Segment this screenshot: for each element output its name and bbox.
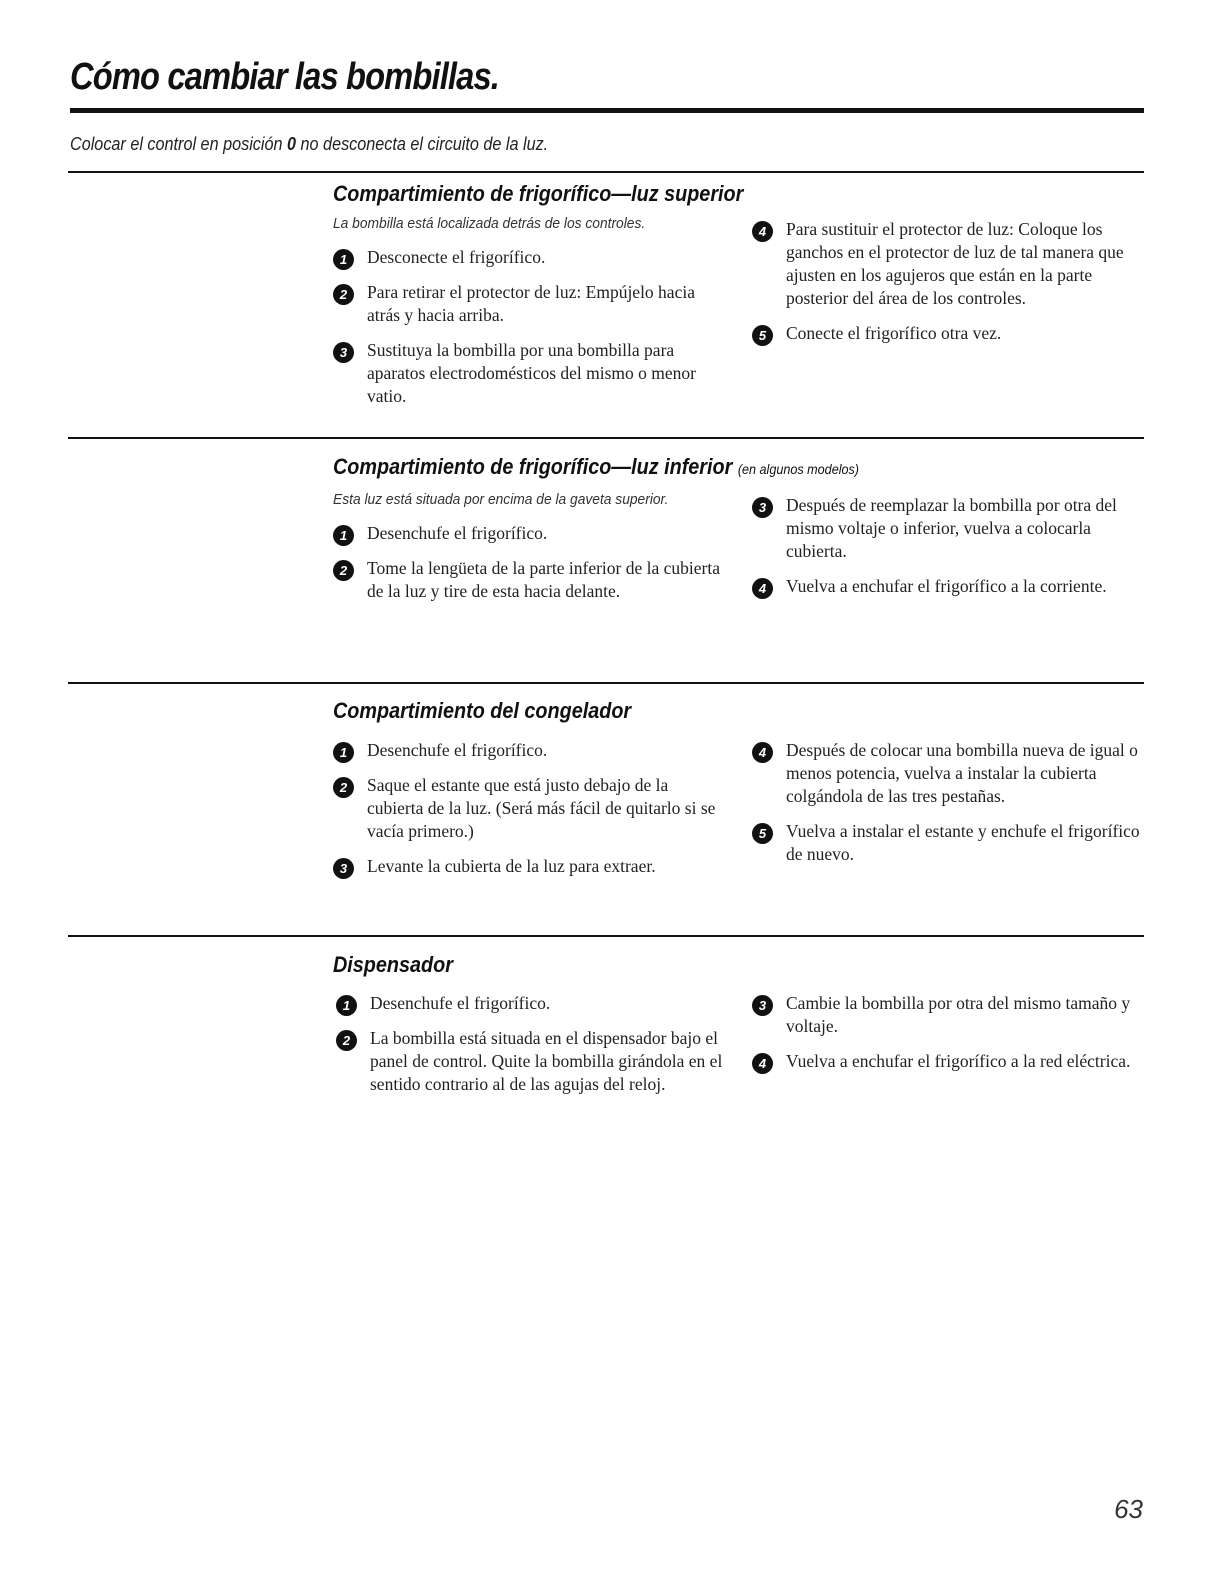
section-dispenser-light [333, 952, 1143, 978]
step-number-icon: 1 [333, 742, 354, 763]
step-item: 3 Después de reemplazar la bombilla por otra del mismo voltaje o inferior, vuelva a colocarla cubierta. [752, 494, 1142, 563]
section-title: Dispensador [333, 952, 453, 977]
step-item: 5 Vuelva a instalar el estante y enchufe el frigorífico de nuevo. [752, 820, 1142, 866]
page-title: Cómo cambiar las bombillas. [70, 56, 499, 98]
step-number-icon: 4 [752, 742, 773, 763]
section-freezer-light-right [752, 739, 1142, 878]
step-item: 5 Conecte el frigorífico otra vez. [752, 322, 1142, 345]
step-item: 2 Para retirar el protector de luz: Empújelo hacia atrás y hacia arriba. [333, 281, 728, 327]
title-rule [70, 108, 1144, 113]
section-fridge-lower-light [333, 454, 1143, 480]
section-title-note: (en algunos modelos) [737, 461, 860, 477]
section-freezer-light [333, 698, 1143, 724]
step-number-icon: 5 [752, 325, 773, 346]
step-number-icon: 1 [333, 249, 354, 270]
section-divider [68, 935, 1144, 937]
step-item: 1 Desenchufe el frigorífico. [336, 992, 731, 1015]
step-item: 1 Desenchufe el frigorífico. [333, 739, 728, 762]
step-item: 2 La bombilla está situada en el dispensador bajo el panel de control. Quite la bombilla girándola en el sentido contrario al de las agujas del reloj. [336, 1027, 731, 1096]
step-number-icon: 2 [333, 777, 354, 798]
section-fridge-lower-light-right [752, 494, 1142, 610]
page-subtitle: Colocar el control en posición 0 no desconecta el circuito de la luz. [70, 134, 549, 154]
section-title: Compartimiento del congelador [333, 698, 632, 723]
section-fridge-upper-light-left [333, 214, 728, 420]
section-title: Compartimiento de frigorífico—luz superior [333, 181, 744, 206]
step-number-icon: 4 [752, 1053, 773, 1074]
section-divider [68, 437, 1144, 439]
section-title: Compartimiento de frigorífico—luz inferior (en algunos modelos) [333, 454, 860, 479]
step-number-icon: 3 [752, 995, 773, 1016]
step-number-icon: 4 [752, 221, 773, 242]
page-number: 63 [1114, 1494, 1143, 1524]
section-fridge-lower-light-left [333, 490, 728, 615]
step-number-icon: 1 [336, 995, 357, 1016]
step-number-icon: 2 [333, 560, 354, 581]
step-item: 2 Tome la lengüeta de la parte inferior de la cubierta de la luz y tire de esta hacia delante. [333, 557, 728, 603]
step-number-icon: 3 [752, 497, 773, 518]
step-number-icon: 1 [333, 525, 354, 546]
step-number-icon: 2 [336, 1030, 357, 1051]
section-note: Esta luz está situada por encima de la gaveta superior. [333, 491, 669, 508]
section-fridge-upper-light [333, 181, 1143, 207]
step-item: 1 Desconecte el frigorífico. [333, 246, 728, 269]
step-item: 2 Saque el estante que está justo debajo de la cubierta de la luz. (Será más fácil de quitarlo si se vacía primero.) [333, 774, 728, 843]
step-item: 3 Cambie la bombilla por otra del mismo tamaño y voltaje. [752, 992, 1142, 1038]
step-item: 3 Sustituya la bombilla por una bombilla para aparatos electrodomésticos del mismo o menor vatio. [333, 339, 728, 408]
step-number-icon: 4 [752, 578, 773, 599]
step-item: 1 Desenchufe el frigorífico. [333, 522, 728, 545]
step-item: 4 Vuelva a enchufar el frigorífico a la corriente. [752, 575, 1142, 598]
section-divider [68, 171, 1144, 173]
step-number-icon: 3 [333, 342, 354, 363]
section-divider [68, 682, 1144, 684]
section-dispenser-light-right [752, 992, 1142, 1085]
section-dispenser-light-left [336, 992, 731, 1108]
step-number-icon: 3 [333, 858, 354, 879]
step-item: 4 Para sustituir el protector de luz: Coloque los ganchos en el protector de luz de tal manera que ajusten en los agujeros que están en la parte posterior del área de los controles. [752, 218, 1142, 310]
step-number-icon: 2 [333, 284, 354, 305]
step-item: 4 Después de colocar una bombilla nueva de igual o menos potencia, vuelva a instalar la cubierta colgándola de las tres pestañas. [752, 739, 1142, 808]
step-item: 4 Vuelva a enchufar el frigorífico a la red eléctrica. [752, 1050, 1142, 1073]
section-fridge-upper-light-right [752, 218, 1142, 357]
section-note: La bombilla está localizada detrás de los controles. [333, 215, 646, 232]
section-freezer-light-left [333, 739, 728, 890]
step-item: 3 Levante la cubierta de la luz para extraer. [333, 855, 728, 878]
step-number-icon: 5 [752, 823, 773, 844]
